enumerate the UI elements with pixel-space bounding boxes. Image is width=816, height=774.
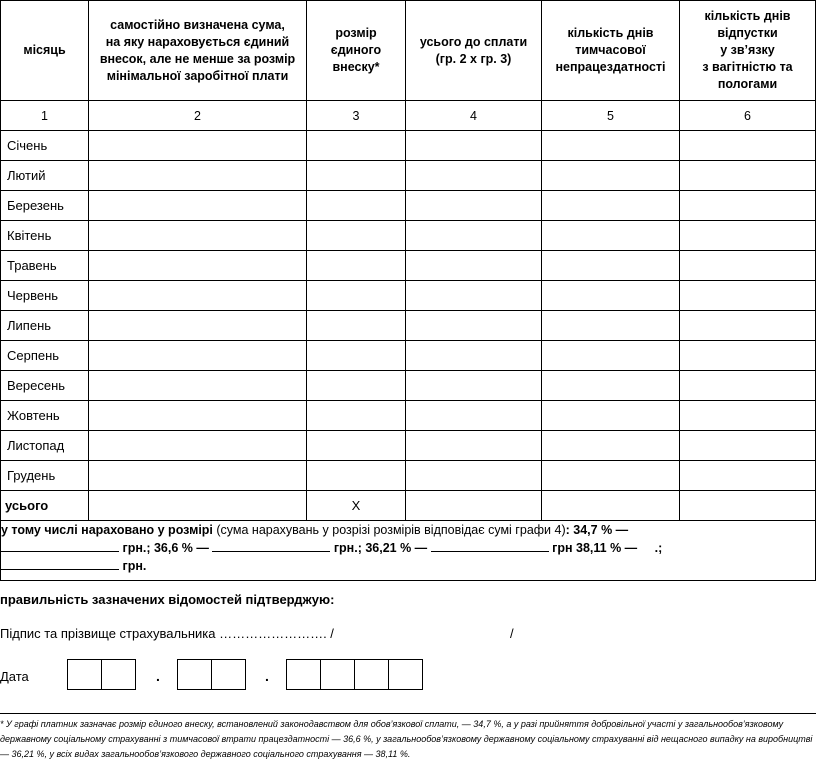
amount-cell[interactable]: [89, 251, 307, 281]
rate-cell[interactable]: [307, 191, 406, 221]
total-due-cell[interactable]: [406, 191, 542, 221]
sick-days-cell[interactable]: [542, 371, 680, 401]
total-amount-cell[interactable]: [89, 491, 307, 521]
total-due-cell[interactable]: [406, 371, 542, 401]
rate-34-7: 34,7 % —: [573, 523, 629, 537]
date-separator: .: [156, 668, 160, 684]
date-month-boxes: [178, 659, 246, 690]
maternity-days-cell[interactable]: [680, 191, 816, 221]
total-due-cell[interactable]: [406, 311, 542, 341]
footnote: * У графі платник зазначає розмір єдиного внеску, встановлений законодавством для обов’язкової сплати, — 34,7 %, а у разі прийняття добровільної участі у загальнообов’язковому державному соціальному страхуванні з тимчасової втрати працездатності — 36,6 %, у загальнообов’язковому державному соціальному страхуванні від нещасного випадку на виробництві — 36,21 %, у всіх видах загальнообов’язкового державного соціального страхування — 38,11 %.: [0, 719, 813, 759]
rate-tail: .;: [654, 541, 663, 555]
total-due-cell[interactable]: [406, 461, 542, 491]
month-name: Травень: [1, 251, 89, 281]
month-name: Березень: [1, 191, 89, 221]
rate-38-11: грн 38,11 % —: [552, 541, 638, 555]
total-due-cell[interactable]: [406, 281, 542, 311]
date-digit-box[interactable]: [320, 659, 355, 690]
sick-days-cell[interactable]: [542, 161, 680, 191]
including-note: (сума нарахувань у розрізі розмірів відповідає сумі графи 4): [212, 523, 566, 537]
month-row: [1, 431, 816, 461]
month-name: Квітень: [1, 221, 89, 251]
date-digit-box[interactable]: [67, 659, 102, 690]
rate-cell[interactable]: [307, 131, 406, 161]
including-colon: :: [565, 523, 570, 537]
total-due-cell[interactable]: [406, 221, 542, 251]
date-digit-box[interactable]: [354, 659, 389, 690]
month-row: [1, 311, 816, 341]
rate-36-21: грн.; 36,21 % —: [333, 541, 428, 555]
rate-cell[interactable]: [307, 281, 406, 311]
signature-label: Підпис та прізвище страхувальника ……………………. /: [0, 626, 334, 641]
total-sick-days-cell[interactable]: [542, 491, 680, 521]
sick-days-cell[interactable]: [542, 281, 680, 311]
date-digit-box[interactable]: [211, 659, 246, 690]
maternity-days-cell[interactable]: [680, 401, 816, 431]
sick-days-cell[interactable]: [542, 221, 680, 251]
header-sick-days: кількість днів тимчасової непрацездатності: [542, 1, 680, 101]
confirmation-text: правильність зазначених відомостей підтверджую:: [0, 592, 335, 607]
total-maternity-days-cell[interactable]: [680, 491, 816, 521]
month-row: [1, 341, 816, 371]
sick-days-cell[interactable]: [542, 311, 680, 341]
column-number: 4: [406, 101, 542, 131]
amount-cell[interactable]: [89, 401, 307, 431]
date-digit-box[interactable]: [286, 659, 321, 690]
maternity-days-cell[interactable]: [680, 161, 816, 191]
total-due-cell[interactable]: [406, 491, 542, 521]
including-row: [1, 521, 816, 581]
rate-cell[interactable]: [307, 221, 406, 251]
month-name: Червень: [1, 281, 89, 311]
rate-36-6: грн.; 36,6 % —: [122, 541, 209, 555]
amount-cell[interactable]: [89, 371, 307, 401]
signature-slash: /: [510, 626, 514, 641]
total-due-cell[interactable]: [406, 401, 542, 431]
sick-days-cell[interactable]: [542, 191, 680, 221]
column-number: 1: [1, 101, 89, 131]
column-number: 6: [680, 101, 816, 131]
total-due-cell[interactable]: [406, 251, 542, 281]
rate-unit-end: грн.: [122, 559, 147, 573]
month-name: Лютий: [1, 161, 89, 191]
sick-days-cell[interactable]: [542, 131, 680, 161]
sick-days-cell[interactable]: [542, 431, 680, 461]
maternity-days-cell[interactable]: [680, 341, 816, 371]
amount-cell[interactable]: [89, 191, 307, 221]
total-due-cell[interactable]: [406, 341, 542, 371]
column-number: 3: [307, 101, 406, 131]
date-day-boxes: [68, 659, 136, 690]
header-row: [1, 1, 816, 101]
column-number: 5: [542, 101, 680, 131]
month-row: [1, 161, 816, 191]
total-due-cell[interactable]: [406, 431, 542, 461]
amount-cell[interactable]: [89, 221, 307, 251]
rate-cell[interactable]: [307, 251, 406, 281]
signature-line: [0, 626, 514, 641]
header-maternity-days: кількість днів відпустки у зв’язку з вагітністю та пологами: [680, 1, 816, 101]
maternity-days-cell[interactable]: [680, 251, 816, 281]
maternity-days-cell[interactable]: [680, 311, 816, 341]
amount-cell[interactable]: [89, 131, 307, 161]
maternity-days-cell[interactable]: [680, 281, 816, 311]
blank-36-6[interactable]: [212, 540, 330, 552]
total-label: усього: [1, 491, 89, 521]
date-label: Дата: [0, 669, 29, 684]
month-row: [1, 191, 816, 221]
header-total-due: усього до сплати (гр. 2 х гр. 3): [406, 1, 542, 101]
month-name: Липень: [1, 311, 89, 341]
amount-cell[interactable]: [89, 341, 307, 371]
month-row: [1, 401, 816, 431]
month-name: Жовтень: [1, 401, 89, 431]
blank-34-7[interactable]: [1, 540, 119, 552]
header-amount: самостійно визначена сума, на яку нараховується єдиний внесок, але не менше за розмір мінімальної заробітної плати: [89, 1, 307, 101]
month-name: Серпень: [1, 341, 89, 371]
column-number-row: [1, 101, 816, 131]
header-month: місяць: [1, 1, 89, 101]
date-digit-box[interactable]: [388, 659, 423, 690]
total-due-cell[interactable]: [406, 161, 542, 191]
rate-cell[interactable]: [307, 311, 406, 341]
amount-cell[interactable]: [89, 431, 307, 461]
amount-cell[interactable]: [89, 281, 307, 311]
amount-cell[interactable]: [89, 461, 307, 491]
rate-cell[interactable]: [307, 431, 406, 461]
maternity-days-cell[interactable]: [680, 431, 816, 461]
month-row: [1, 281, 816, 311]
month-name: Січень: [1, 131, 89, 161]
sick-days-cell[interactable]: [542, 341, 680, 371]
month-name: Листопад: [1, 431, 89, 461]
including-text: [1, 521, 816, 581]
rate-cell[interactable]: [307, 371, 406, 401]
maternity-days-cell[interactable]: [680, 461, 816, 491]
date-separator: .: [265, 668, 269, 684]
rate-cell[interactable]: [307, 341, 406, 371]
total-due-cell[interactable]: [406, 131, 542, 161]
month-row: [1, 461, 816, 491]
footnote-divider: [0, 713, 816, 714]
date-digit-box[interactable]: [101, 659, 136, 690]
total-row: [1, 491, 816, 521]
sick-days-cell[interactable]: [542, 401, 680, 431]
maternity-days-cell[interactable]: [680, 371, 816, 401]
month-row: [1, 251, 816, 281]
month-name: Грудень: [1, 461, 89, 491]
total-rate-mark: Х: [307, 491, 406, 521]
maternity-days-cell[interactable]: [680, 131, 816, 161]
blank-36-21[interactable]: [431, 540, 549, 552]
sick-days-cell[interactable]: [542, 461, 680, 491]
month-name: Вересень: [1, 371, 89, 401]
including-lead: у тому числі нараховано у розмірі: [1, 523, 213, 537]
header-rate: розмір єдиного внеску*: [307, 1, 406, 101]
rate-cell[interactable]: [307, 161, 406, 191]
amount-cell[interactable]: [89, 161, 307, 191]
date-digit-box[interactable]: [177, 659, 212, 690]
month-row: [1, 221, 816, 251]
maternity-days-cell[interactable]: [680, 221, 816, 251]
blank-38-11[interactable]: [1, 558, 119, 570]
month-row: [1, 371, 816, 401]
rate-cell[interactable]: [307, 401, 406, 431]
date-year-boxes: [287, 659, 423, 690]
amount-cell[interactable]: [89, 311, 307, 341]
month-row: [1, 131, 816, 161]
sick-days-cell[interactable]: [542, 251, 680, 281]
column-number: 2: [89, 101, 307, 131]
rate-cell[interactable]: [307, 461, 406, 491]
